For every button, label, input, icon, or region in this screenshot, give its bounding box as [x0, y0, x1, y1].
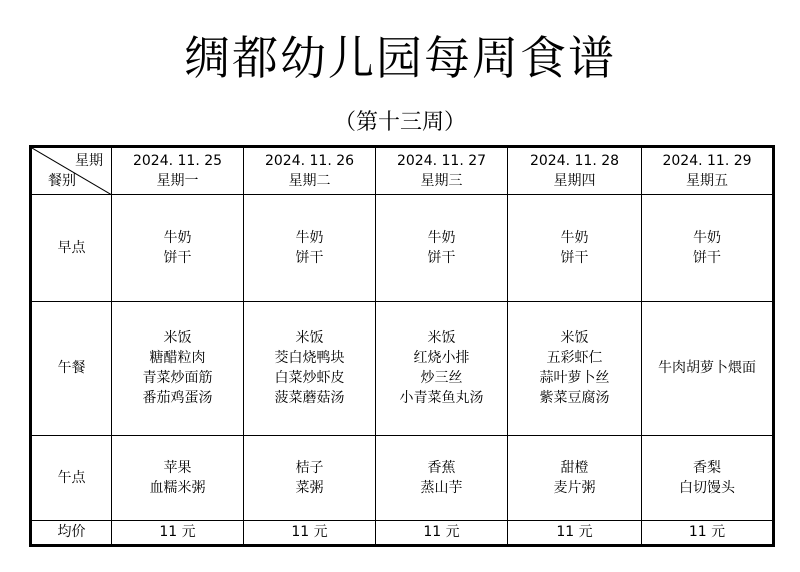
day-header: [642, 147, 774, 195]
menu-cell: [112, 435, 244, 520]
day-header: [508, 147, 642, 195]
day-header: [112, 147, 244, 195]
day-header: [244, 147, 376, 195]
menu-cell: [244, 435, 376, 520]
menu-item: 菠菜蘑菇汤: [274, 390, 345, 407]
menu-item: 米饭: [163, 330, 192, 347]
menu-item: 红烧小排: [413, 350, 470, 367]
menu-item: 饼干: [427, 250, 456, 267]
menu-item: 牛奶: [693, 230, 721, 247]
menu-item: 香蕉: [427, 459, 456, 476]
menu-item: 麦片粥: [553, 479, 596, 496]
menu-item: 香梨: [693, 459, 721, 476]
meal-label: 午餐: [31, 301, 112, 435]
day-weekday: 星期五: [686, 173, 728, 190]
day-date: 2024. 11. 25: [132, 153, 223, 170]
menu-item: 茭白烧鸭块: [274, 350, 345, 367]
menu-item: 白菜炒虾皮: [274, 370, 345, 387]
menu-item: 牛奶: [560, 230, 589, 247]
menu-item: 青菜炒面筋: [142, 370, 213, 387]
menu-item: 白切馒头: [679, 479, 735, 496]
meal-row-breakfast: [31, 195, 774, 301]
menu-item: 牛奶: [427, 230, 456, 247]
week-subtitle: （第十三周）: [333, 110, 466, 135]
menu-item: 饼干: [295, 250, 324, 267]
price-cell: 11 元: [508, 520, 642, 545]
day-header: [376, 147, 508, 195]
menu-item: 苹果: [163, 459, 192, 476]
menu-item: 米饭: [295, 330, 324, 347]
menu-item: 蒸山芋: [420, 479, 463, 496]
menu-cell: [642, 301, 774, 435]
menu-cell: [112, 301, 244, 435]
menu-item: 糖醋粒肉: [149, 350, 206, 367]
price-cell: 11 元: [376, 520, 508, 545]
menu-cell: [244, 301, 376, 435]
price-label: 均价: [31, 520, 112, 545]
menu-cell: [642, 195, 774, 301]
day-date: 2024. 11. 29: [662, 153, 752, 170]
menu-item: 米饭: [427, 330, 456, 347]
menu-item: 蒜叶萝卜丝: [539, 370, 610, 387]
day-weekday: 星期二: [288, 173, 331, 190]
menu-item: 牛肉胡萝卜煨面: [658, 360, 756, 377]
menu-item: 五彩虾仁: [546, 350, 603, 367]
menu-cell: [376, 435, 508, 520]
menu-cell: [508, 195, 642, 301]
day-date: 2024. 11. 28: [529, 153, 620, 170]
day-weekday: 星期三: [420, 173, 463, 190]
meal-label: 早点: [31, 195, 112, 301]
menu-item: 饼干: [560, 250, 589, 267]
menu-item: 桔子: [295, 459, 324, 476]
price-cell: 11 元: [642, 520, 774, 545]
menu-item: 饼干: [693, 250, 721, 267]
menu-item: 牛奶: [163, 230, 192, 247]
day-weekday: 星期一: [156, 173, 199, 190]
day-date: 2024. 11. 26: [264, 153, 355, 170]
day-date: 2024. 11. 27: [396, 153, 487, 170]
corner-meal-label: 餐别: [48, 173, 76, 190]
price-cell: 11 元: [112, 520, 244, 545]
menu-cell: [112, 195, 244, 301]
meal-row-snack: [31, 435, 774, 520]
price-cell: 11 元: [244, 520, 376, 545]
meal-row-lunch: [31, 301, 774, 435]
header-row: [31, 147, 774, 195]
menu-cell: [376, 195, 508, 301]
menu-item: 小青菜鱼丸汤: [399, 390, 484, 407]
menu-table: [29, 145, 775, 547]
menu-item: 血糯米粥: [149, 479, 206, 496]
menu-item: 米饭: [560, 330, 589, 347]
menu-cell: [508, 301, 642, 435]
day-weekday: 星期四: [553, 173, 596, 190]
corner-weekday-label: 星期: [75, 153, 103, 169]
menu-cell: [244, 195, 376, 301]
menu-item: 菜粥: [295, 479, 324, 496]
menu-cell: [508, 435, 642, 520]
corner-cell: [31, 147, 112, 195]
menu-cell: [376, 301, 508, 435]
price-row: [31, 520, 774, 545]
meal-label: 午点: [31, 435, 112, 520]
menu-item: 紫菜豆腐汤: [539, 390, 610, 407]
menu-item: 牛奶: [295, 230, 324, 247]
page-title: 绸都幼儿园每周食谱: [184, 31, 616, 85]
menu-item: 饼干: [163, 250, 192, 267]
menu-item: 甜橙: [560, 459, 589, 476]
menu-cell: [642, 435, 774, 520]
menu-item: 炒三丝: [420, 370, 463, 387]
menu-item: 番茄鸡蛋汤: [142, 390, 213, 407]
